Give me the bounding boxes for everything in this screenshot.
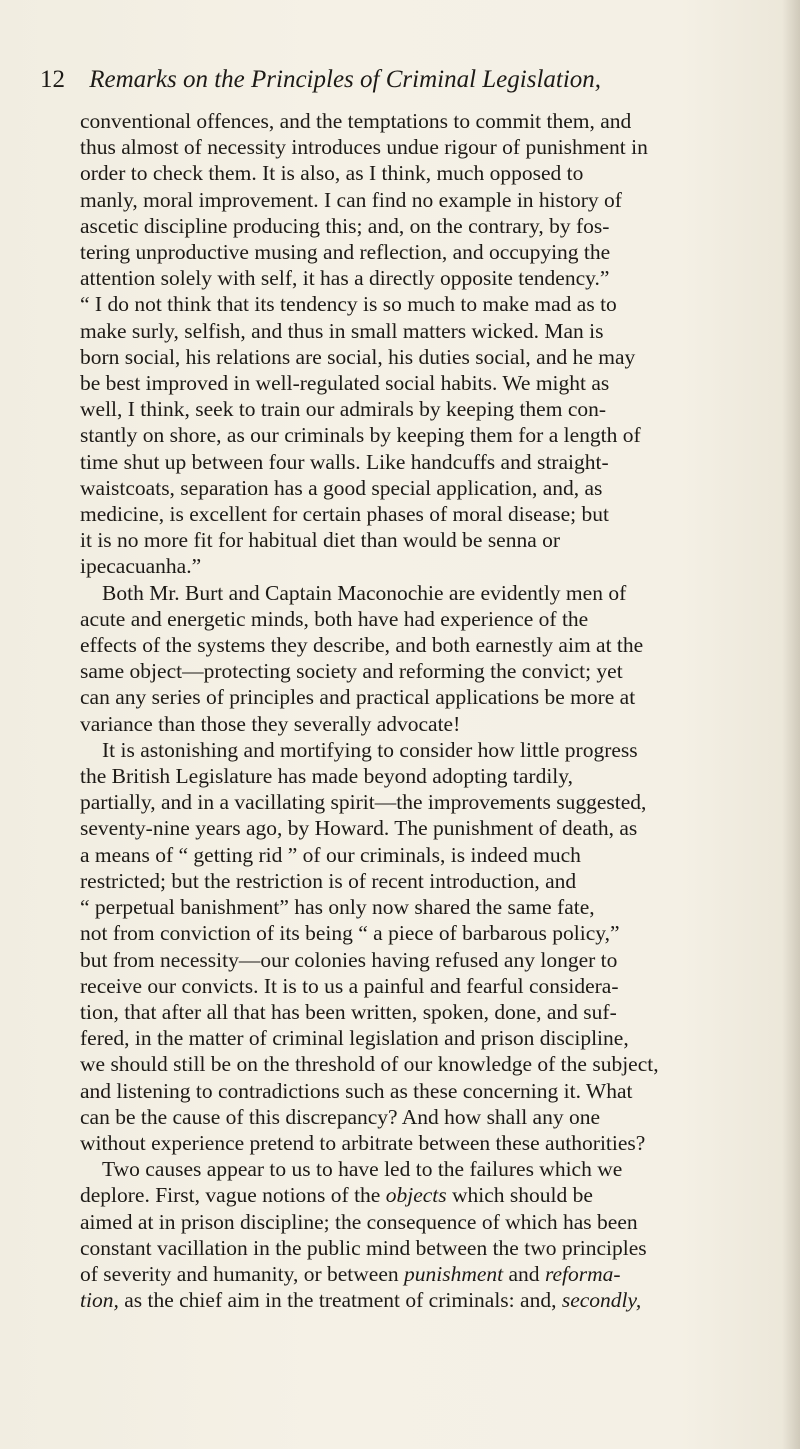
text-line: can be the cause of this discrepancy? And how shall any one [80, 1104, 601, 1129]
text-line: order to check them. It is also, as I think, much opposed to [80, 161, 584, 186]
text-line: constant vacillation in the public mind between the two principles [80, 1235, 647, 1260]
text-line: it is no more fit for habitual diet than would be senna or [80, 528, 561, 553]
text-line: effects of the systems they describe, and both earnestly aim at the [80, 633, 644, 658]
text-line: ipecacuanha.” [80, 554, 202, 579]
body-text [80, 108, 770, 1313]
text-line: acute and energetic minds, both have had experience of the [80, 606, 589, 631]
text-line: be best improved in well-regulated social habits. We might as [80, 371, 610, 396]
text-line: the British Legislature has made beyond adopting tardily, [80, 764, 573, 789]
text-line: restricted; but the restriction is of recent introduction, and [80, 868, 577, 893]
text-line: without experience pretend to arbitrate between these authorities? [80, 1130, 646, 1155]
text-line: partially, and in a vacillating spirit—the improvements suggested, [80, 790, 647, 815]
text-line: thus almost of necessity introduces undue rigour of punishment in [80, 135, 648, 160]
text-line: attention solely with self, it has a directly opposite tendency.” [80, 266, 610, 291]
page-edge-shadow [782, 0, 800, 1449]
text-line: “ I do not think that its tendency is so much to make mad as to [80, 292, 617, 317]
text-line: can any series of principles and practical applications be more at [80, 685, 636, 710]
text-line: well, I think, seek to train our admirals by keeping them con- [80, 397, 607, 422]
text-line: stantly on shore, as our criminals by keeping them for a length of [80, 423, 641, 448]
text-line: Both Mr. Burt and Captain Maconochie are evidently men of [102, 580, 627, 605]
text-line: same object—protecting society and reforming the convict; yet [80, 659, 623, 684]
text-line: seventy-nine years ago, by Howard. The punishment of death, as [80, 816, 638, 841]
text-line: waistcoats, separation has a good special application, and, as [80, 475, 603, 500]
text-line: time shut up between four walls. Like handcuffs and straight- [80, 449, 609, 474]
text-line: we should still be on the threshold of our knowledge of the subject, [80, 1052, 659, 1077]
text-line: ascetic discipline producing this; and, on the contrary, by fos- [80, 213, 610, 238]
text-line: Two causes appear to us to have led to the failures which we [102, 1157, 623, 1182]
text-line: tion, that after all that has been written, spoken, done, and suf- [80, 999, 617, 1024]
text-line: It is astonishing and mortifying to consider how little progress [102, 737, 638, 762]
text-line: deplore. First, vague notions of the objects which should be [80, 1183, 593, 1208]
text-line: a means of “ getting rid ” of our criminals, is indeed much [80, 842, 581, 867]
running-title: Remarks on the Principles of Criminal Legislation, [89, 66, 602, 93]
text-line: manly, moral improvement. I can find no example in history of [80, 187, 622, 212]
text-line: and listening to contradictions such as these concerning it. What [80, 1078, 633, 1103]
paragraph-block [80, 108, 770, 1313]
text-line: of severity and humanity, or between punishment and reforma- [80, 1261, 621, 1286]
text-line: medicine, is excellent for certain phases of moral disease; but [80, 502, 609, 527]
text-line: conventional offences, and the temptations to commit them, and [80, 109, 632, 133]
page-number: 12 [40, 66, 65, 93]
text-line: but from necessity—our colonies having refused any longer to [80, 947, 618, 972]
text-line: variance than those they severally advocate! [80, 711, 461, 736]
text-line: fered, in the matter of criminal legislation and prison discipline, [80, 1026, 629, 1051]
text-line: “ perpetual banishment” has only now shared the same fate, [80, 895, 595, 920]
text-line: tion, as the chief aim in the treatment of criminals: and, secondly, [80, 1288, 642, 1313]
text-line: tering unproductive musing and reflection, and occupying the [80, 240, 611, 265]
text-line: born social, his relations are social, his duties social, and he may [80, 344, 636, 369]
page-header [40, 62, 760, 98]
text-line: aimed at in prison discipline; the consequence of which has been [80, 1209, 638, 1234]
text-line: not from conviction of its being “ a piece of barbarous policy,” [80, 921, 620, 946]
text-line: receive our convicts. It is to us a painful and fearful considera- [80, 973, 619, 998]
text-line: make surly, selfish, and thus in small matters wicked. Man is [80, 318, 604, 343]
